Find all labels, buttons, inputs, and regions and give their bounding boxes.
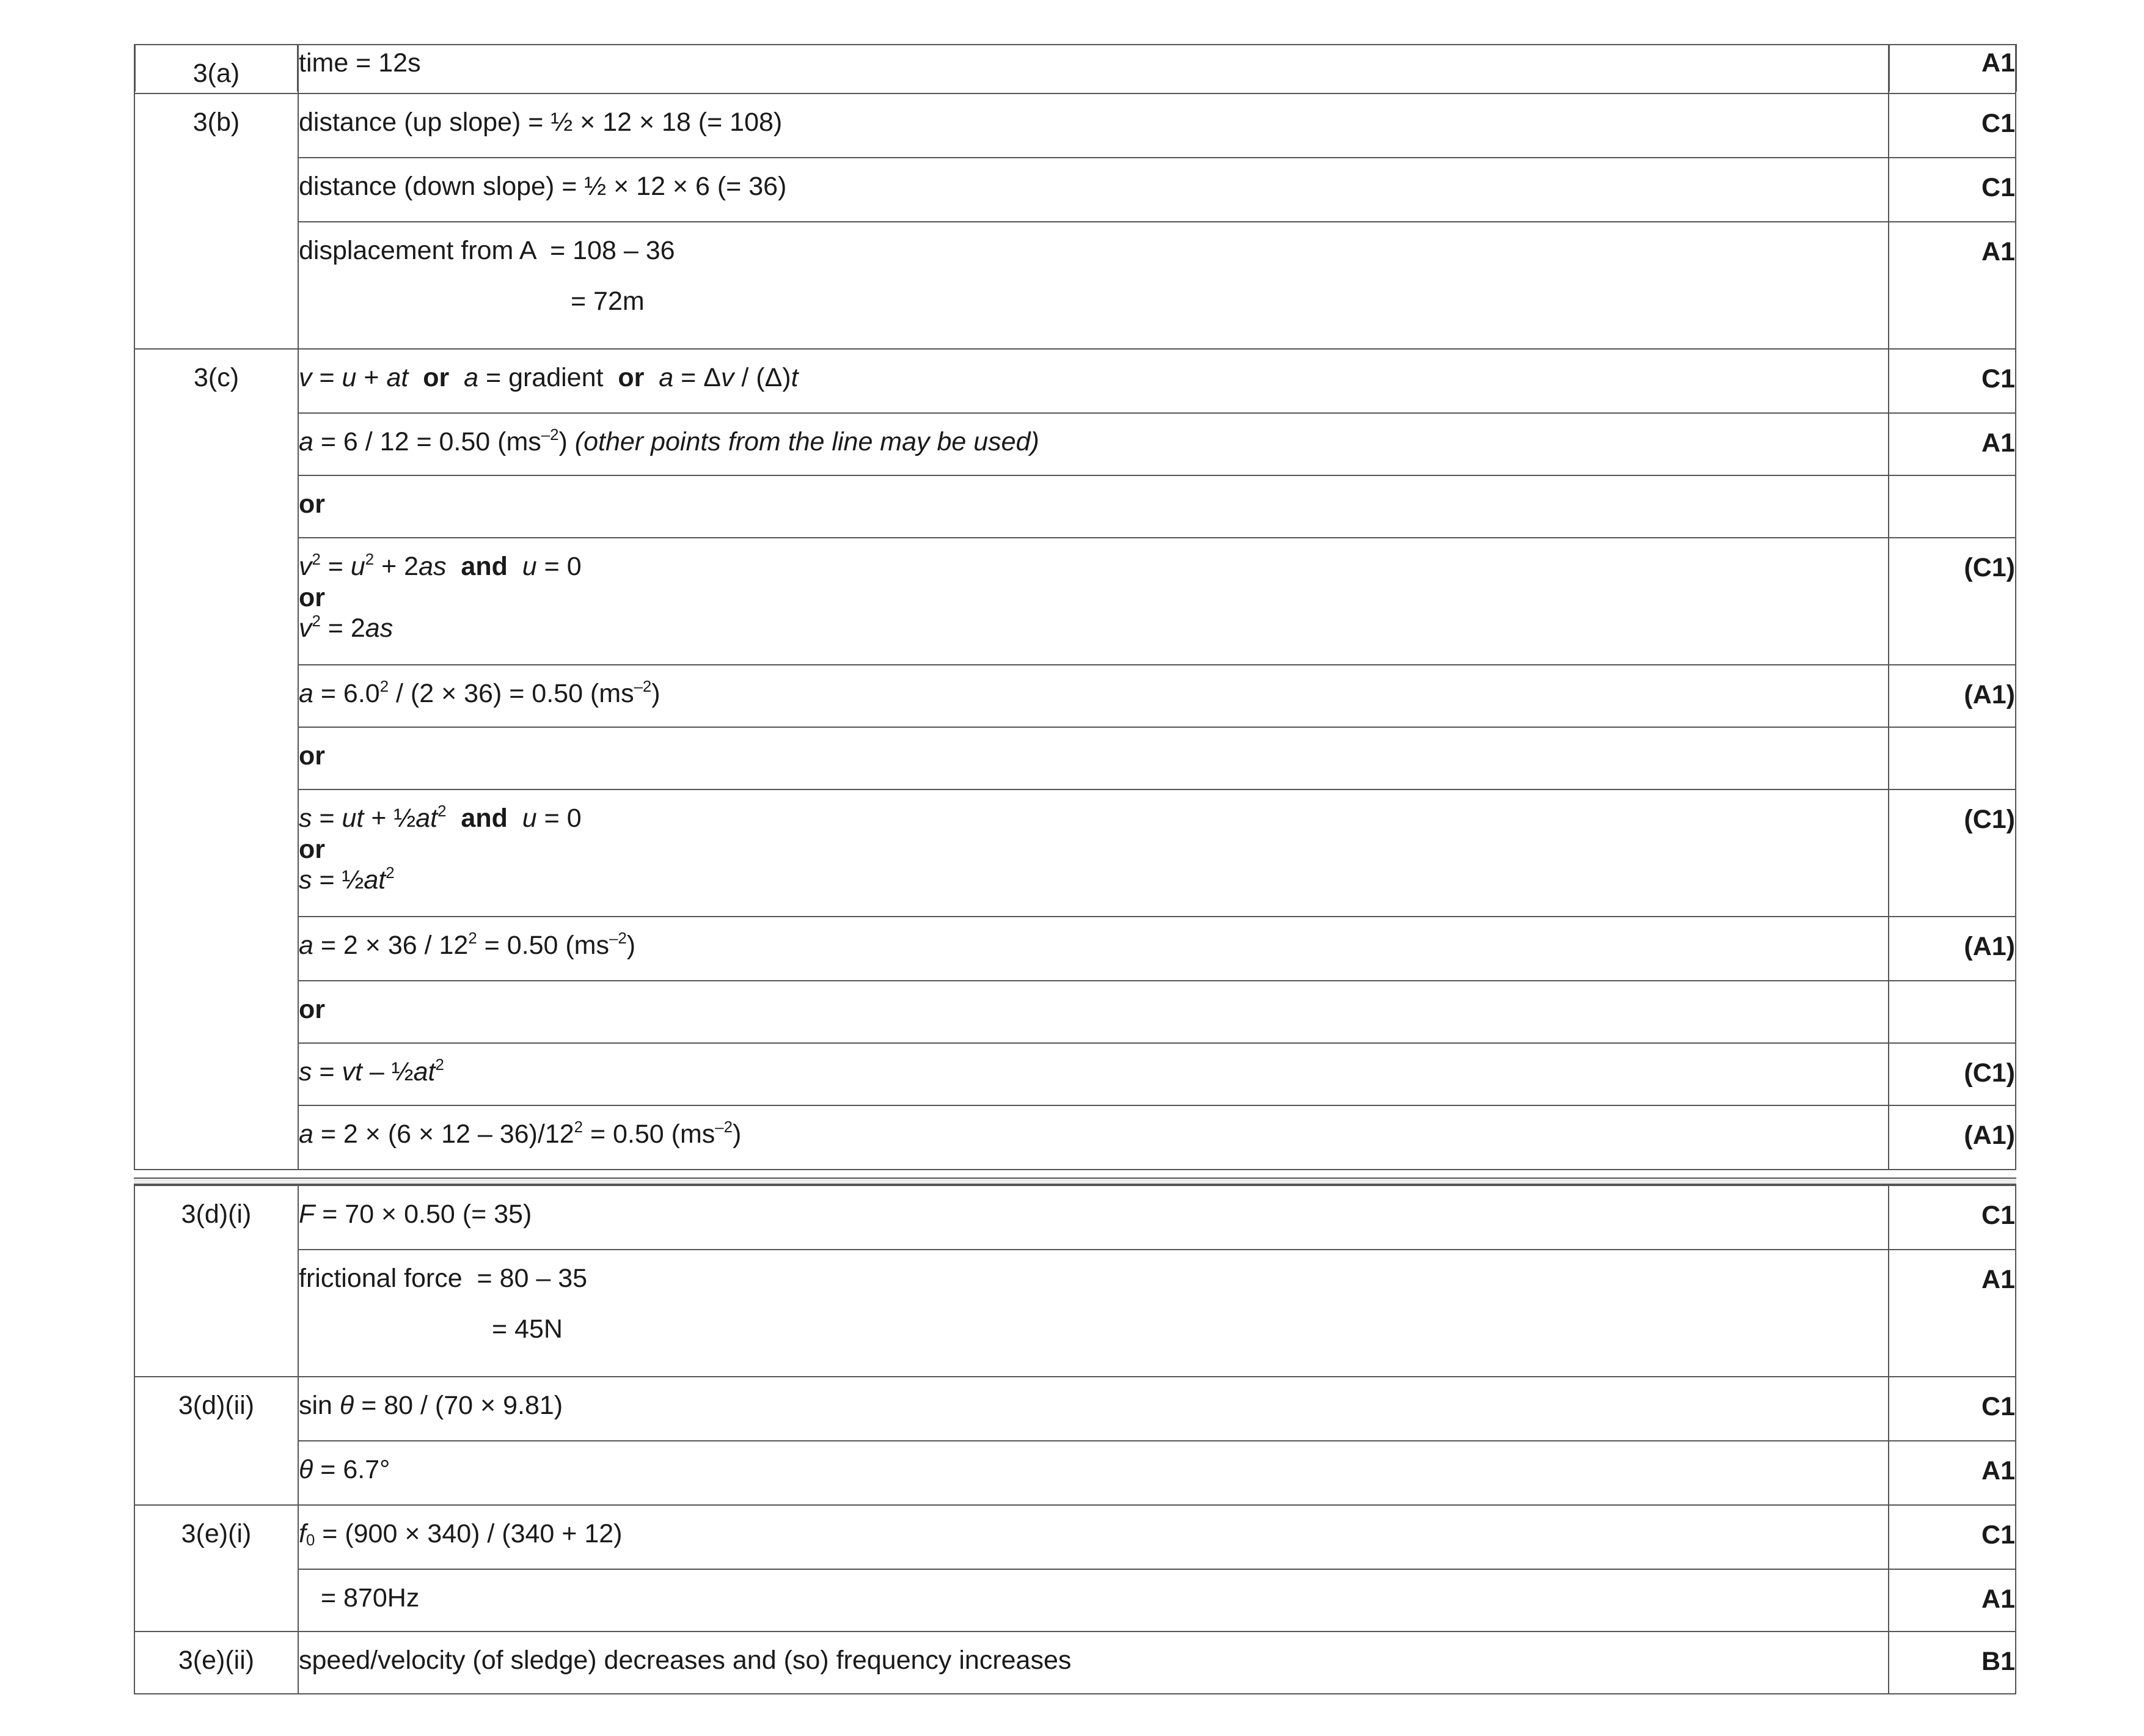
marks-cell: A1 (1889, 1569, 2016, 1632)
question-number: 3(a) (134, 45, 298, 93)
table-row (134, 981, 2016, 1043)
answer-cell (298, 917, 1889, 981)
table-row (134, 727, 2016, 789)
table-row (134, 1043, 2016, 1105)
marks-cell: A1 (1889, 222, 2016, 349)
table-row (134, 1105, 2016, 1170)
answer-cell (298, 222, 1889, 349)
table-row (134, 538, 2016, 665)
answer-text: or (299, 834, 325, 864)
table-row (134, 1569, 2016, 1632)
marks-cell: A1 (1889, 413, 2016, 475)
mark-scheme-table-bottom (134, 1185, 2016, 1694)
answer-text: = 72m (571, 286, 645, 316)
answer-text: θ = 6.7° (299, 1455, 390, 1484)
marks-cell: C1 (1889, 158, 2016, 222)
answer-cell (298, 1377, 1889, 1441)
mark-scheme-table-top (134, 44, 2016, 1170)
answer-cell (298, 1185, 1889, 1250)
answer-cell (298, 665, 1889, 727)
answer-text: $s = \frac{1}{2}at^2$ (299, 865, 395, 895)
table-row (134, 1185, 2016, 1250)
answer-text: = 45N (492, 1314, 563, 1344)
marks-cell (1889, 475, 2016, 538)
marks-cell: C1 (1889, 349, 2016, 413)
table-row (134, 917, 2016, 981)
answer-cell (298, 1632, 1889, 1694)
table-row (134, 475, 2016, 538)
answer-text: $a = 2 \times 36 / 12^2 = 0.50$ $(ms^{-2})$ (299, 930, 636, 960)
answer-text: v = u + at or a = gradient or a = Δv / (Δ)t (299, 363, 799, 392)
marks-cell: (A1) (1889, 665, 2016, 727)
answer-text: time = 12s (299, 48, 421, 78)
marks-cell: A1 (1889, 1250, 2016, 1377)
marks-cell: C1 (1889, 1185, 2016, 1250)
answer-text: sin θ = 80 / (70 × 9.81) (299, 1391, 563, 1420)
answer-cell (298, 413, 1889, 475)
answer-cell (298, 538, 1889, 665)
table-row (134, 1632, 2016, 1694)
marks-cell: C1 (1889, 1505, 2016, 1569)
answer-cell (298, 1043, 1889, 1105)
table-row (134, 789, 2016, 917)
page-break-separator (134, 1177, 2016, 1185)
marks-cell: (C1) (1889, 538, 2016, 665)
question-number: 3(b) (134, 93, 298, 349)
table-row (134, 665, 2016, 727)
answer-text: or (299, 995, 325, 1024)
table-row (134, 158, 2016, 222)
answer-text: distance (down slope) = ½ × 12 × 6 (= 36) (299, 172, 787, 201)
answer-cell (298, 981, 1889, 1043)
table-row (134, 349, 2016, 413)
answer-text: $a = 2 \times (6 \times 12 - 36)/12^2 = 0.50$ $(ms^{-2})$ (299, 1119, 742, 1149)
answer-text: distance (up slope) = ½ × 12 × 18 (= 108) (299, 108, 783, 137)
table-row (134, 45, 2016, 93)
answer-cell (298, 1105, 1889, 1170)
answer-cell (298, 93, 1889, 158)
marks-cell: B1 (1889, 1632, 2016, 1694)
question-number: 3(e)(i) (134, 1505, 298, 1632)
question-number: 3(e)(ii) (134, 1632, 298, 1694)
answer-cell (298, 1569, 1889, 1632)
table-row (134, 1250, 2016, 1377)
marks-cell (1889, 727, 2016, 789)
question-number: 3(c) (134, 349, 298, 1170)
answer-cell (298, 475, 1889, 538)
answer-text: = 870Hz (321, 1583, 420, 1613)
answer-text: speed/velocity (of sledge) decreases and (so) frequency increases (299, 1646, 1072, 1675)
marks-cell: (A1) (1889, 917, 2016, 981)
answer-cell (298, 158, 1889, 222)
answer-cell (298, 727, 1889, 789)
table-row (134, 93, 2016, 158)
answer-text: displacement from A = 108 – 36 (299, 236, 675, 265)
answer-cell (298, 1250, 1889, 1377)
marks-cell: (A1) (1889, 1105, 2016, 1170)
answer-text: F = 70 × 0.50 (= 35) (299, 1199, 532, 1229)
answer-text: or (299, 741, 325, 771)
answer-text: a = 6 / 12 = 0.50 $(ms^{-2})$ (other points from the line may be used) (299, 427, 1039, 456)
table-row (134, 1377, 2016, 1441)
marks-cell: A1 (1889, 45, 2016, 93)
marks-cell: (C1) (1889, 789, 2016, 917)
answer-text: frictional force = 80 – 35 (299, 1264, 588, 1293)
answer-text: $f_0 = (900 \times 340) / (340 + 12)$ (299, 1519, 623, 1550)
answer-cell (298, 1441, 1889, 1505)
question-number: 3(d)(i) (134, 1185, 298, 1377)
answer-text: s = ut + $\frac{1}{2}at^2$ and u = 0 (299, 803, 582, 833)
table-row (134, 1505, 2016, 1569)
answer-text: or (299, 582, 325, 612)
answer-cell (298, 349, 1889, 413)
answer-cell (298, 45, 1889, 93)
question-number: 3(d)(ii) (134, 1377, 298, 1505)
answer-text: $v^2 = u^2 + 2as$ and u = 0 (299, 551, 582, 581)
answer-text: $v^2 = 2as$ (299, 613, 393, 643)
marks-cell: C1 (1889, 93, 2016, 158)
marks-cell: A1 (1889, 1441, 2016, 1505)
answer-cell (298, 789, 1889, 917)
marks-cell: C1 (1889, 1377, 2016, 1441)
marks-cell (1889, 981, 2016, 1043)
table-row (134, 222, 2016, 349)
answer-text: or (299, 489, 325, 519)
answer-text: s = vt – $\frac{1}{2}at^2$ (299, 1057, 444, 1086)
answer-cell (298, 1505, 1889, 1569)
table-row (134, 1441, 2016, 1505)
answer-text: $a = 6.0^2 / (2 \times 36) = 0.50$ $(ms^{-2})$ (299, 678, 660, 708)
marks-cell: (C1) (1889, 1043, 2016, 1105)
table-row (134, 413, 2016, 475)
